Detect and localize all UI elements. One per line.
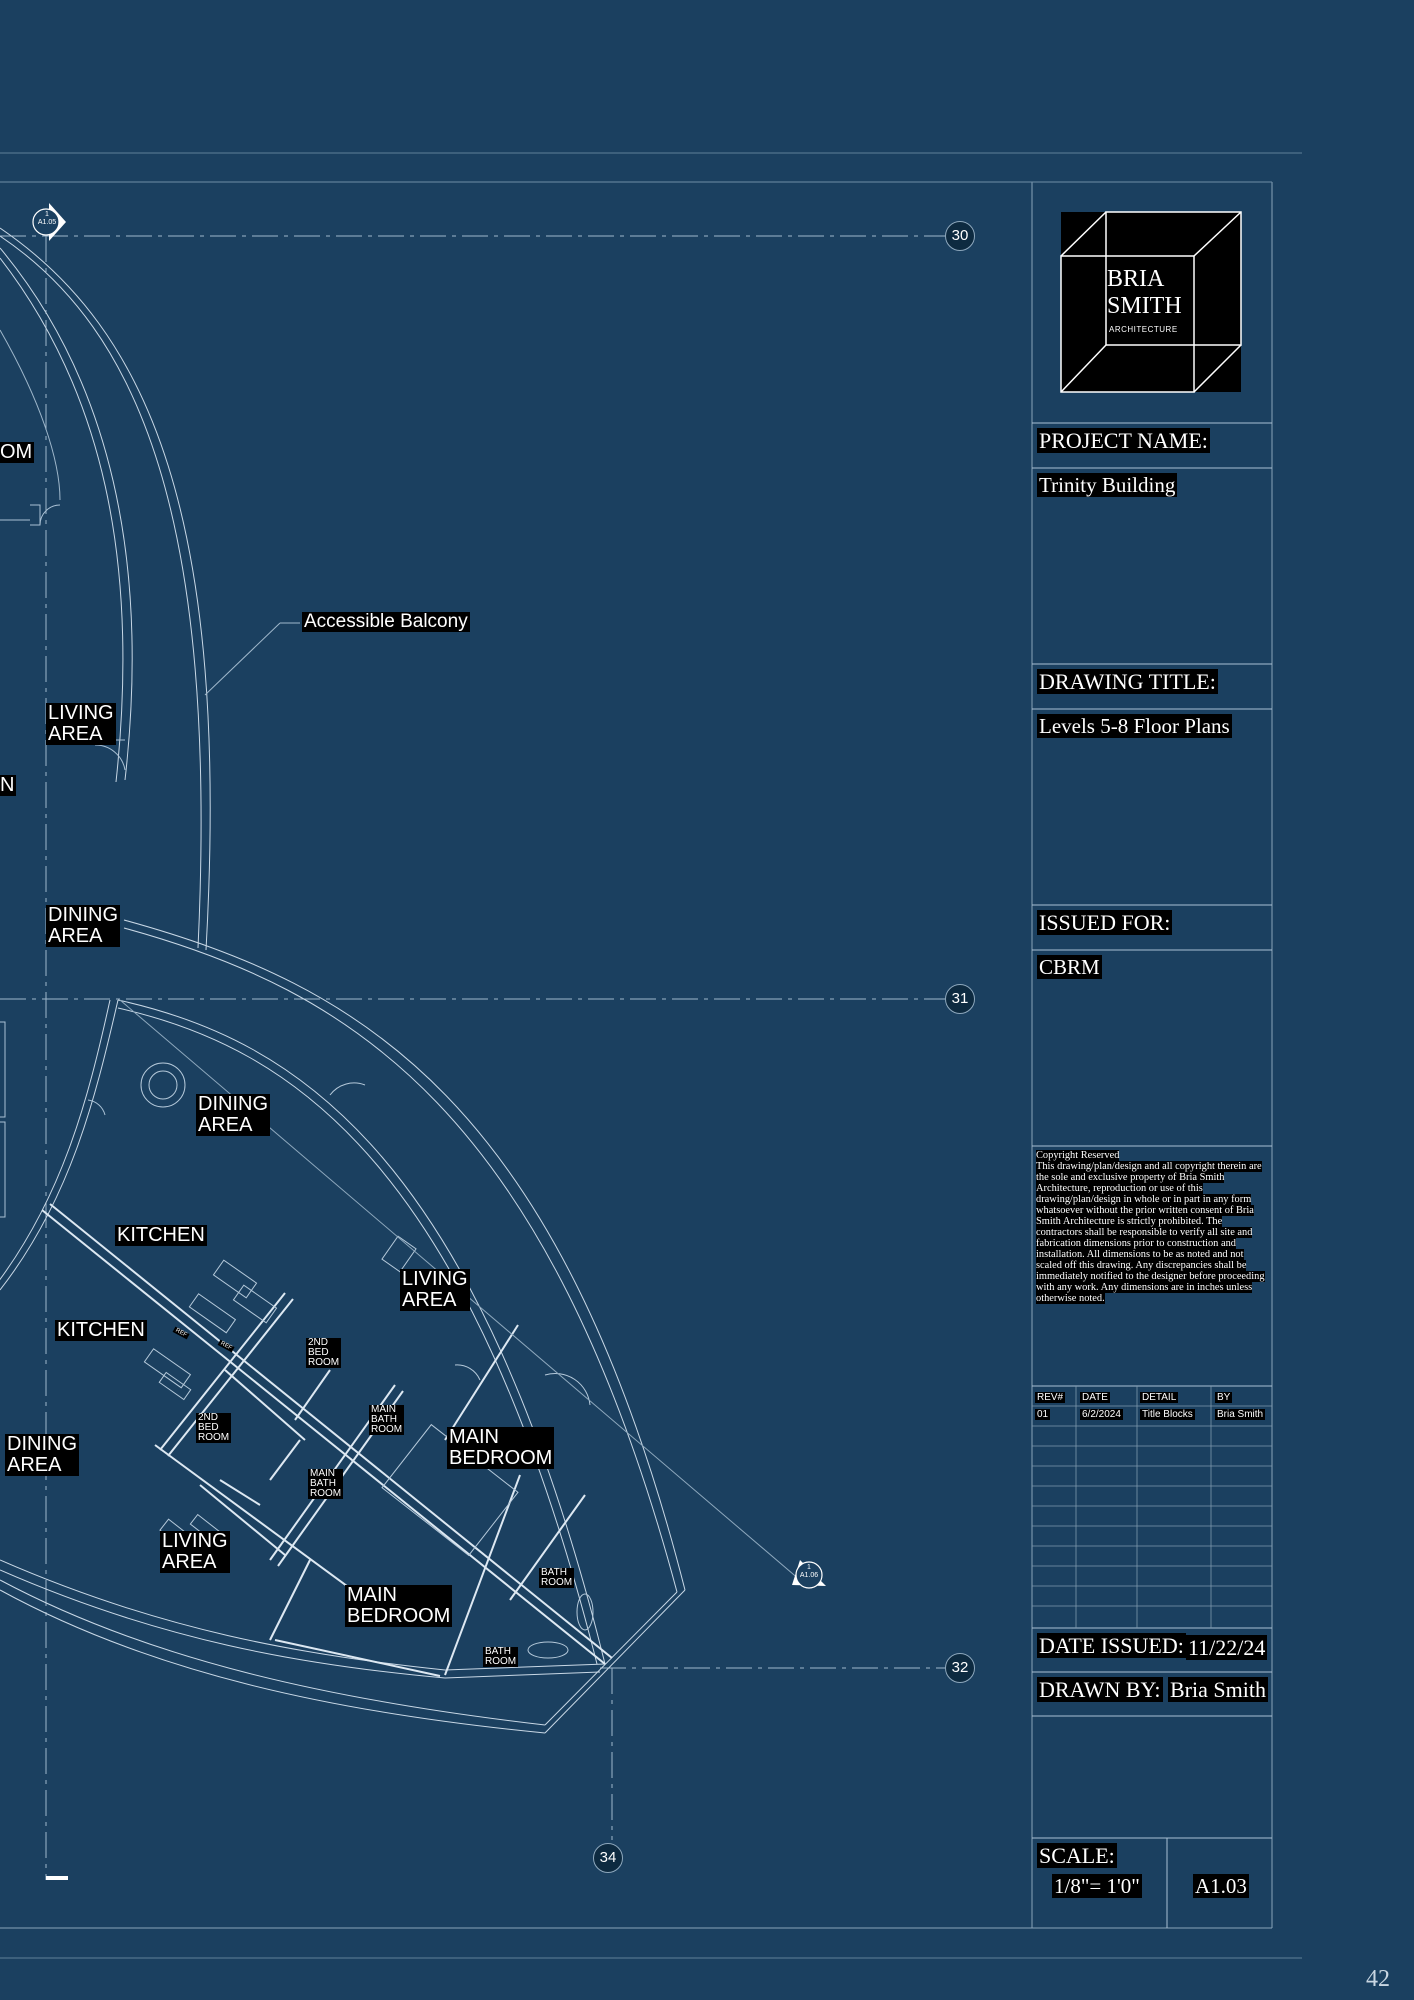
room-label-dining-area-2: DINING AREA (198, 1093, 268, 1136)
drawn-by-label: DRAWN BY: (1039, 1677, 1161, 1702)
rev-header-rev: REV# (1037, 1392, 1064, 1403)
section-marker-top-sheet: A1.05 (37, 219, 57, 226)
room-label-2nd-bedroom-1: 2ND BED ROOM (308, 1337, 340, 1368)
drawing-title-value: Levels 5-8 Floor Plans (1039, 714, 1230, 738)
room-label-living-area-1: LIVING AREA (48, 702, 114, 745)
room-label-dining-area-1: DINING AREA (48, 904, 118, 947)
rev-header-date: DATE (1082, 1392, 1108, 1403)
room-label-2nd-bedroom-2: 2ND BED ROOM (198, 1412, 230, 1443)
room-label-om: OM (0, 441, 33, 463)
logo-line-1: BRIA (1107, 266, 1165, 292)
rev-header-by: BY (1217, 1392, 1231, 1403)
copyright-notice (1036, 1150, 1268, 1304)
rev-row-1-detail: Title Blocks (1142, 1409, 1193, 1420)
room-label-kitchen-1: KITCHEN (117, 1224, 205, 1246)
grid-bubble-32: 32 (945, 1653, 975, 1683)
room-label-living-area-2: LIVING AREA (402, 1268, 468, 1311)
project-name-label: PROJECT NAME: (1039, 428, 1208, 453)
grid-bubble-30: 30 (945, 221, 975, 251)
room-label-n: N (0, 774, 15, 796)
copyright-heading: Copyright Reserved (1036, 1150, 1120, 1161)
room-label-bathroom-1: BATH ROOM (541, 1567, 573, 1588)
room-label-main-bedroom-1: MAIN BEDROOM (449, 1426, 553, 1469)
logo-line-2: SMITH (1107, 293, 1182, 319)
rev-row-1-rev: 01 (1037, 1409, 1049, 1420)
room-label-dining-area-3: DINING AREA (7, 1433, 77, 1476)
room-label-bathroom-2: BATH ROOM (485, 1646, 517, 1667)
section-marker-right-sheet: A1.06 (799, 1572, 819, 1579)
grid-bubble-31: 31 (945, 984, 975, 1014)
issued-for-value: CBRM (1039, 955, 1100, 979)
logo-line-3: ARCHITECTURE (1109, 325, 1178, 334)
date-issued-value: 11/22/24 (1188, 1635, 1266, 1660)
label-ref-1: REF (174, 1327, 188, 1339)
callout-accessible-balcony: Accessible Balcony (304, 611, 468, 632)
label-ref-2: REF (219, 1340, 233, 1352)
room-label-kitchen-2: KITCHEN (57, 1319, 145, 1341)
copyright-text: This drawing/plan/design and all copyright therein are the sole and exclusive property of Bria Smith Architecture, reproduction or use of this drawing/plan/design in whole or in part in any form whatsoever without the prior written consent of Bria Smith Architecture is strictly prohibited. The contractors shall be responsible to verify all site and fabrication dimensions prior to construction and installation. All dimensions to be as noted and not scaled off this drawing. Any discrepancies shall be immediately notified to the designer before proceeding with any work. Any dimensions are in inches unless otherwise noted. (1036, 1161, 1265, 1304)
grid-bubble-34: 34 (593, 1843, 623, 1873)
date-issued-label: DATE ISSUED: (1039, 1633, 1184, 1658)
room-label-main-bathroom-2: MAIN BATH ROOM (310, 1468, 342, 1499)
scale-value: 1/8"= 1'0" (1054, 1874, 1140, 1898)
room-label-main-bathroom-1: MAIN BATH ROOM (371, 1404, 403, 1435)
page-number: 42 (1366, 1966, 1390, 1992)
drawing-title-label: DRAWING TITLE: (1039, 669, 1216, 694)
rev-header-detail: DETAIL (1142, 1392, 1177, 1403)
rev-row-1-by: Bria Smith (1217, 1409, 1264, 1420)
room-label-living-area-3: LIVING AREA (162, 1530, 228, 1573)
room-label-main-bedroom-2: MAIN BEDROOM (347, 1584, 451, 1627)
scale-label: SCALE: (1039, 1843, 1115, 1868)
project-name-value: Trinity Building (1039, 473, 1176, 497)
drawn-by-value: Bria Smith (1170, 1677, 1266, 1702)
section-marker-top-num: 1 (45, 211, 49, 218)
rev-row-1-date: 6/2/2024 (1082, 1409, 1121, 1420)
sheet-number: A1.03 (1195, 1874, 1247, 1898)
issued-for-label: ISSUED FOR: (1039, 910, 1171, 935)
section-marker-right-num: 1 (807, 1564, 811, 1571)
